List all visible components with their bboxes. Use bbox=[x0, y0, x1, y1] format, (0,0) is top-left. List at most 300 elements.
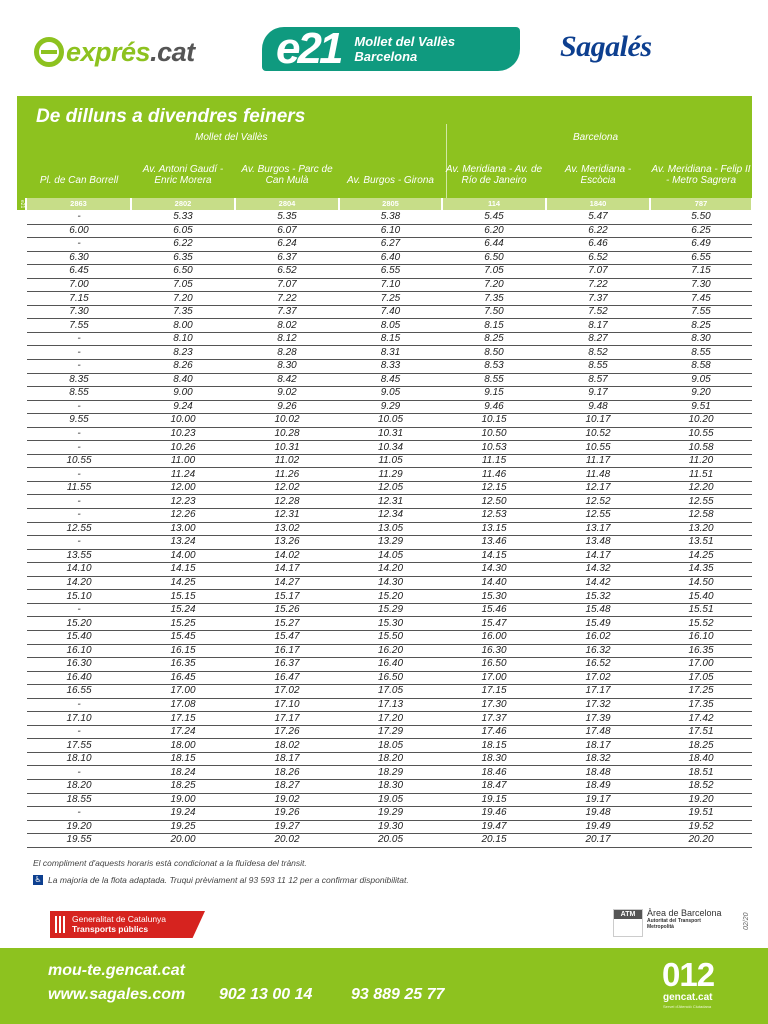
table-row bbox=[27, 739, 752, 753]
time-cell: 10.15 bbox=[442, 414, 546, 428]
time-cell: 14.32 bbox=[546, 563, 650, 577]
time-cell: 16.40 bbox=[27, 671, 131, 685]
time-cell: 10.52 bbox=[546, 427, 650, 441]
time-cell: 10.50 bbox=[442, 427, 546, 441]
table-row bbox=[27, 278, 752, 292]
time-cell: 8.40 bbox=[131, 373, 235, 387]
time-cell: 12.26 bbox=[131, 509, 235, 523]
stop-header: Av. Burgos - Girona bbox=[347, 175, 434, 186]
time-cell: 17.26 bbox=[235, 725, 339, 739]
time-cell: 12.31 bbox=[235, 509, 339, 523]
time-cell: 14.30 bbox=[442, 563, 546, 577]
time-cell: 8.10 bbox=[131, 332, 235, 346]
time-cell: 6.37 bbox=[235, 251, 339, 265]
time-cell: 6.07 bbox=[235, 224, 339, 238]
time-cell: 16.35 bbox=[650, 644, 752, 658]
time-cell: - bbox=[27, 211, 131, 225]
time-cell: 8.55 bbox=[546, 360, 650, 374]
transports-label: Transports públics bbox=[72, 924, 149, 934]
time-cell: - bbox=[27, 725, 131, 739]
time-cell: 14.00 bbox=[131, 549, 235, 563]
time-cell: 17.46 bbox=[442, 725, 546, 739]
time-cell: 8.23 bbox=[131, 346, 235, 360]
time-cell: 10.55 bbox=[27, 454, 131, 468]
time-cell: 7.40 bbox=[339, 305, 442, 319]
time-cell: 10.05 bbox=[339, 414, 442, 428]
time-cell: 6.30 bbox=[27, 251, 131, 265]
table-row bbox=[27, 617, 752, 631]
time-cell: 18.51 bbox=[650, 766, 752, 780]
table-row bbox=[27, 346, 752, 360]
time-cell: 6.20 bbox=[442, 224, 546, 238]
time-cell: 15.29 bbox=[339, 603, 442, 617]
time-cell: 8.25 bbox=[442, 332, 546, 346]
table-row bbox=[27, 603, 752, 617]
time-cell: 11.00 bbox=[131, 454, 235, 468]
time-cell: 9.15 bbox=[442, 387, 546, 401]
time-cell: 9.20 bbox=[650, 387, 752, 401]
city-left-label: Mollet del Vallès bbox=[195, 132, 268, 143]
time-cell: 12.00 bbox=[131, 481, 235, 495]
time-cell: 14.17 bbox=[546, 549, 650, 563]
time-cell: 16.50 bbox=[339, 671, 442, 685]
time-cell: 18.20 bbox=[27, 779, 131, 793]
table-row bbox=[27, 414, 752, 428]
atm-title: Àrea de Barcelona bbox=[647, 908, 722, 918]
time-cell: 17.42 bbox=[650, 712, 752, 726]
time-cell: 6.52 bbox=[235, 265, 339, 279]
time-cell: 8.42 bbox=[235, 373, 339, 387]
time-cell: 6.55 bbox=[650, 251, 752, 265]
time-cell: 19.29 bbox=[339, 807, 442, 821]
table-row bbox=[27, 332, 752, 346]
time-cell: 7.00 bbox=[27, 278, 131, 292]
table-row bbox=[27, 590, 752, 604]
time-cell: 9.51 bbox=[650, 400, 752, 414]
time-cell: - bbox=[27, 238, 131, 252]
table-row bbox=[27, 549, 752, 563]
info-site: gencat.cat bbox=[663, 992, 713, 1003]
time-cell: 18.17 bbox=[235, 752, 339, 766]
time-cell: 8.17 bbox=[546, 319, 650, 333]
time-cell: 19.17 bbox=[546, 793, 650, 807]
time-cell: 17.32 bbox=[546, 698, 650, 712]
time-cell: 8.27 bbox=[546, 332, 650, 346]
time-cell: 14.50 bbox=[650, 576, 752, 590]
table-row bbox=[27, 671, 752, 685]
table-row bbox=[27, 522, 752, 536]
time-cell: 10.20 bbox=[650, 414, 752, 428]
time-cell: 8.30 bbox=[235, 360, 339, 374]
time-cell: 9.17 bbox=[546, 387, 650, 401]
phone-number-2: 93 889 25 77 bbox=[351, 986, 445, 1003]
page-header bbox=[0, 0, 768, 96]
table-row bbox=[27, 400, 752, 414]
time-cell: 18.15 bbox=[131, 752, 235, 766]
time-cell: 9.29 bbox=[339, 400, 442, 414]
time-cell: 16.45 bbox=[131, 671, 235, 685]
table-row bbox=[27, 224, 752, 238]
table-row bbox=[27, 454, 752, 468]
time-cell: - bbox=[27, 346, 131, 360]
table-row bbox=[27, 820, 752, 834]
table-row bbox=[27, 793, 752, 807]
table-row bbox=[27, 779, 752, 793]
time-cell: 15.17 bbox=[235, 590, 339, 604]
time-cell: 16.50 bbox=[442, 658, 546, 672]
time-cell: 11.17 bbox=[546, 454, 650, 468]
table-row bbox=[27, 712, 752, 726]
time-cell: 14.05 bbox=[339, 549, 442, 563]
time-cell: 8.55 bbox=[27, 387, 131, 401]
time-cell: 15.49 bbox=[546, 617, 650, 631]
time-cell: 14.25 bbox=[131, 576, 235, 590]
time-cell: 18.55 bbox=[27, 793, 131, 807]
time-cell: 13.17 bbox=[546, 522, 650, 536]
time-cell: 17.29 bbox=[339, 725, 442, 739]
time-cell: 16.10 bbox=[27, 644, 131, 658]
time-cell: 12.34 bbox=[339, 509, 442, 523]
time-cell: 7.35 bbox=[131, 305, 235, 319]
time-cell: 17.00 bbox=[650, 658, 752, 672]
time-cell: 16.32 bbox=[546, 644, 650, 658]
time-cell: - bbox=[27, 509, 131, 523]
time-cell: 18.00 bbox=[131, 739, 235, 753]
time-cell: 18.52 bbox=[650, 779, 752, 793]
time-cell: 11.46 bbox=[442, 468, 546, 482]
time-cell: 6.10 bbox=[339, 224, 442, 238]
time-cell: 12.31 bbox=[339, 495, 442, 509]
time-cell: 8.35 bbox=[27, 373, 131, 387]
time-cell: 15.32 bbox=[546, 590, 650, 604]
time-cell: 7.05 bbox=[442, 265, 546, 279]
time-cell: 20.05 bbox=[339, 834, 442, 848]
time-cell: 18.27 bbox=[235, 779, 339, 793]
time-cell: 5.47 bbox=[546, 211, 650, 225]
time-cell: 13.24 bbox=[131, 536, 235, 550]
time-cell: 15.47 bbox=[235, 630, 339, 644]
table-row bbox=[27, 630, 752, 644]
table-row bbox=[27, 834, 752, 848]
time-cell: 8.12 bbox=[235, 332, 339, 346]
time-cell: 8.15 bbox=[339, 332, 442, 346]
time-cell: 16.35 bbox=[131, 658, 235, 672]
time-cell: 7.30 bbox=[650, 278, 752, 292]
time-cell: 5.45 bbox=[442, 211, 546, 225]
time-cell: 14.15 bbox=[442, 549, 546, 563]
time-cell: 6.22 bbox=[546, 224, 650, 238]
time-cell: 6.27 bbox=[339, 238, 442, 252]
time-cell: 14.02 bbox=[235, 549, 339, 563]
time-cell: 13.51 bbox=[650, 536, 752, 550]
gencat-link[interactable]: mou-te.gencat.cat bbox=[48, 962, 185, 979]
time-cell: 15.25 bbox=[131, 617, 235, 631]
table-row bbox=[27, 292, 752, 306]
table-row bbox=[27, 576, 752, 590]
time-cell: 15.40 bbox=[27, 630, 131, 644]
time-cell: 16.00 bbox=[442, 630, 546, 644]
time-cell: 8.31 bbox=[339, 346, 442, 360]
table-row bbox=[27, 698, 752, 712]
time-cell: 8.33 bbox=[339, 360, 442, 374]
table-row bbox=[27, 658, 752, 672]
time-cell: 7.35 bbox=[442, 292, 546, 306]
time-cell: 8.05 bbox=[339, 319, 442, 333]
time-cell: 16.55 bbox=[27, 685, 131, 699]
time-cell: 18.05 bbox=[339, 739, 442, 753]
time-cell: 10.28 bbox=[235, 427, 339, 441]
time-cell: 10.58 bbox=[650, 441, 752, 455]
time-cell: 16.20 bbox=[339, 644, 442, 658]
stop-code: 114 bbox=[442, 198, 546, 211]
time-cell: 19.15 bbox=[442, 793, 546, 807]
time-cell: 6.35 bbox=[131, 251, 235, 265]
atm-logo bbox=[613, 909, 643, 937]
time-cell: 11.51 bbox=[650, 468, 752, 482]
time-cell: 7.30 bbox=[27, 305, 131, 319]
time-cell: 15.52 bbox=[650, 617, 752, 631]
time-cell: 16.37 bbox=[235, 658, 339, 672]
time-cell: 6.22 bbox=[131, 238, 235, 252]
time-cell: 19.49 bbox=[546, 820, 650, 834]
sagales-link[interactable]: www.sagales.com bbox=[48, 986, 186, 1003]
time-cell: 17.10 bbox=[27, 712, 131, 726]
table-row bbox=[27, 360, 752, 374]
time-cell: 19.47 bbox=[442, 820, 546, 834]
time-cell: 19.05 bbox=[339, 793, 442, 807]
time-cell: 10.34 bbox=[339, 441, 442, 455]
stop-header: Pl. de Can Borrell bbox=[39, 175, 119, 186]
time-cell: 17.05 bbox=[650, 671, 752, 685]
time-cell: 10.23 bbox=[131, 427, 235, 441]
time-cell: 14.17 bbox=[235, 563, 339, 577]
time-cell: 16.47 bbox=[235, 671, 339, 685]
time-cell: 6.52 bbox=[546, 251, 650, 265]
time-cell: 6.00 bbox=[27, 224, 131, 238]
time-cell: 14.30 bbox=[339, 576, 442, 590]
page-title: De dilluns a divendres feiners bbox=[36, 106, 306, 127]
time-cell: 12.55 bbox=[27, 522, 131, 536]
time-cell: 9.05 bbox=[650, 373, 752, 387]
time-cell: - bbox=[27, 603, 131, 617]
time-cell: 18.15 bbox=[442, 739, 546, 753]
time-cell: 13.20 bbox=[650, 522, 752, 536]
time-cell: 6.44 bbox=[442, 238, 546, 252]
time-cell: 6.55 bbox=[339, 265, 442, 279]
time-cell: 8.58 bbox=[650, 360, 752, 374]
time-cell: 18.20 bbox=[339, 752, 442, 766]
time-cell: 17.55 bbox=[27, 739, 131, 753]
time-cell: 9.48 bbox=[546, 400, 650, 414]
time-cell: 13.15 bbox=[442, 522, 546, 536]
time-cell: 11.26 bbox=[235, 468, 339, 482]
time-cell: 18.32 bbox=[546, 752, 650, 766]
time-cell: 20.02 bbox=[235, 834, 339, 848]
time-cell: 9.02 bbox=[235, 387, 339, 401]
time-cell: - bbox=[27, 332, 131, 346]
time-cell: 6.25 bbox=[650, 224, 752, 238]
time-cell: 19.30 bbox=[339, 820, 442, 834]
time-cell: 13.00 bbox=[131, 522, 235, 536]
time-cell: 8.25 bbox=[650, 319, 752, 333]
stop-code: 787 bbox=[650, 198, 752, 211]
time-cell: 8.55 bbox=[442, 373, 546, 387]
time-cell: 10.55 bbox=[546, 441, 650, 455]
time-cell: 11.24 bbox=[131, 468, 235, 482]
time-cell: 12.02 bbox=[235, 481, 339, 495]
schedule-header-panel bbox=[17, 96, 752, 198]
time-cell: 17.00 bbox=[442, 671, 546, 685]
time-cell: 7.15 bbox=[27, 292, 131, 306]
time-cell: 17.02 bbox=[546, 671, 650, 685]
info-number: 012 bbox=[662, 956, 715, 993]
table-row bbox=[27, 536, 752, 550]
time-cell: 10.55 bbox=[650, 427, 752, 441]
time-cell: 7.22 bbox=[235, 292, 339, 306]
side-tab: e21 bbox=[19, 199, 25, 209]
time-cell: 17.00 bbox=[131, 685, 235, 699]
time-cell: 7.07 bbox=[546, 265, 650, 279]
time-cell: 12.50 bbox=[442, 495, 546, 509]
time-cell: 16.02 bbox=[546, 630, 650, 644]
time-cell: 17.25 bbox=[650, 685, 752, 699]
senyera-icon bbox=[55, 916, 67, 933]
stop-header: Av. Meridiana - Escòcia bbox=[564, 164, 632, 186]
time-cell: 10.00 bbox=[131, 414, 235, 428]
time-cell: 8.57 bbox=[546, 373, 650, 387]
time-cell: 10.17 bbox=[546, 414, 650, 428]
time-cell: 19.48 bbox=[546, 807, 650, 821]
time-cell: 14.42 bbox=[546, 576, 650, 590]
wheelchair-icon: ♿ bbox=[34, 875, 42, 884]
time-cell: 13.05 bbox=[339, 522, 442, 536]
time-cell: 7.15 bbox=[650, 265, 752, 279]
route-badge bbox=[262, 24, 520, 73]
time-cell: 8.26 bbox=[131, 360, 235, 374]
time-cell: 8.28 bbox=[235, 346, 339, 360]
stop-code-row bbox=[27, 198, 752, 211]
time-cell: 18.30 bbox=[442, 752, 546, 766]
time-cell: 11.48 bbox=[546, 468, 650, 482]
time-cell: 10.31 bbox=[235, 441, 339, 455]
time-cell: 15.10 bbox=[27, 590, 131, 604]
time-cell: 18.26 bbox=[235, 766, 339, 780]
time-cell: 9.00 bbox=[131, 387, 235, 401]
time-cell: 17.37 bbox=[442, 712, 546, 726]
table-row bbox=[27, 685, 752, 699]
time-cell: 8.50 bbox=[442, 346, 546, 360]
time-cell: 7.25 bbox=[339, 292, 442, 306]
time-cell: 6.49 bbox=[650, 238, 752, 252]
time-cell: 16.40 bbox=[339, 658, 442, 672]
time-cell: 8.53 bbox=[442, 360, 546, 374]
time-cell: 16.10 bbox=[650, 630, 752, 644]
time-cell: 9.05 bbox=[339, 387, 442, 401]
time-cell: 14.20 bbox=[27, 576, 131, 590]
time-cell: 17.35 bbox=[650, 698, 752, 712]
time-cell: 15.30 bbox=[339, 617, 442, 631]
table-row bbox=[27, 387, 752, 401]
time-cell: - bbox=[27, 766, 131, 780]
time-cell: 7.05 bbox=[131, 278, 235, 292]
time-cell: 7.37 bbox=[235, 305, 339, 319]
time-cell: 15.46 bbox=[442, 603, 546, 617]
time-cell: 20.20 bbox=[650, 834, 752, 848]
time-cell: 8.15 bbox=[442, 319, 546, 333]
stop-code: 2805 bbox=[339, 198, 442, 211]
time-cell: 14.27 bbox=[235, 576, 339, 590]
time-cell: 6.24 bbox=[235, 238, 339, 252]
atm-label: ATM bbox=[614, 910, 642, 919]
time-cell: 10.26 bbox=[131, 441, 235, 455]
time-cell: 15.48 bbox=[546, 603, 650, 617]
stop-header: Av. Meridiana - Felip II - Metro Sagrera bbox=[651, 164, 751, 186]
time-cell: 12.58 bbox=[650, 509, 752, 523]
time-cell: 12.15 bbox=[442, 481, 546, 495]
time-cell: 11.29 bbox=[339, 468, 442, 482]
time-cell: 7.45 bbox=[650, 292, 752, 306]
table-row bbox=[27, 509, 752, 523]
time-cell: 18.30 bbox=[339, 779, 442, 793]
time-cell: 12.28 bbox=[235, 495, 339, 509]
time-cell: 12.20 bbox=[650, 481, 752, 495]
time-cell: 19.00 bbox=[131, 793, 235, 807]
stop-code: 2804 bbox=[235, 198, 339, 211]
time-cell: 5.33 bbox=[131, 211, 235, 225]
time-cell: 12.55 bbox=[546, 509, 650, 523]
table-row bbox=[27, 563, 752, 577]
time-cell: 17.13 bbox=[339, 698, 442, 712]
time-cell: 18.24 bbox=[131, 766, 235, 780]
accessibility-note: La majoria de la flota adaptada. Truqui prèviament al 93 593 11 12 per a confirmar disponibilitat. bbox=[48, 875, 409, 885]
table-row bbox=[27, 468, 752, 482]
time-cell: - bbox=[27, 807, 131, 821]
time-cell: 14.15 bbox=[131, 563, 235, 577]
time-cell: 19.02 bbox=[235, 793, 339, 807]
time-cell: 12.53 bbox=[442, 509, 546, 523]
stop-code: 2802 bbox=[131, 198, 235, 211]
time-cell: 14.10 bbox=[27, 563, 131, 577]
time-cell: 15.51 bbox=[650, 603, 752, 617]
time-cell: 17.10 bbox=[235, 698, 339, 712]
time-cell: 19.52 bbox=[650, 820, 752, 834]
table-row bbox=[27, 481, 752, 495]
time-cell: 8.55 bbox=[650, 346, 752, 360]
time-cell: 7.37 bbox=[546, 292, 650, 306]
time-cell: 19.25 bbox=[131, 820, 235, 834]
time-cell: 15.50 bbox=[339, 630, 442, 644]
time-cell: 6.50 bbox=[442, 251, 546, 265]
time-cell: 11.02 bbox=[235, 454, 339, 468]
table-row bbox=[27, 807, 752, 821]
time-cell: 13.29 bbox=[339, 536, 442, 550]
time-cell: 20.00 bbox=[131, 834, 235, 848]
time-cell: 12.52 bbox=[546, 495, 650, 509]
time-cell: 12.55 bbox=[650, 495, 752, 509]
route-origin: Mollet del Vallès bbox=[354, 34, 456, 49]
time-cell: 17.08 bbox=[131, 698, 235, 712]
time-cell: 17.30 bbox=[442, 698, 546, 712]
time-cell: 13.46 bbox=[442, 536, 546, 550]
time-cell: 19.20 bbox=[650, 793, 752, 807]
time-cell: 12.05 bbox=[339, 481, 442, 495]
time-cell: 18.49 bbox=[546, 779, 650, 793]
atm-subtitle-2: Metropolità bbox=[647, 924, 674, 930]
time-cell: 19.26 bbox=[235, 807, 339, 821]
stop-code: 1840 bbox=[546, 198, 650, 211]
time-cell: 15.20 bbox=[339, 590, 442, 604]
time-cell: 13.48 bbox=[546, 536, 650, 550]
